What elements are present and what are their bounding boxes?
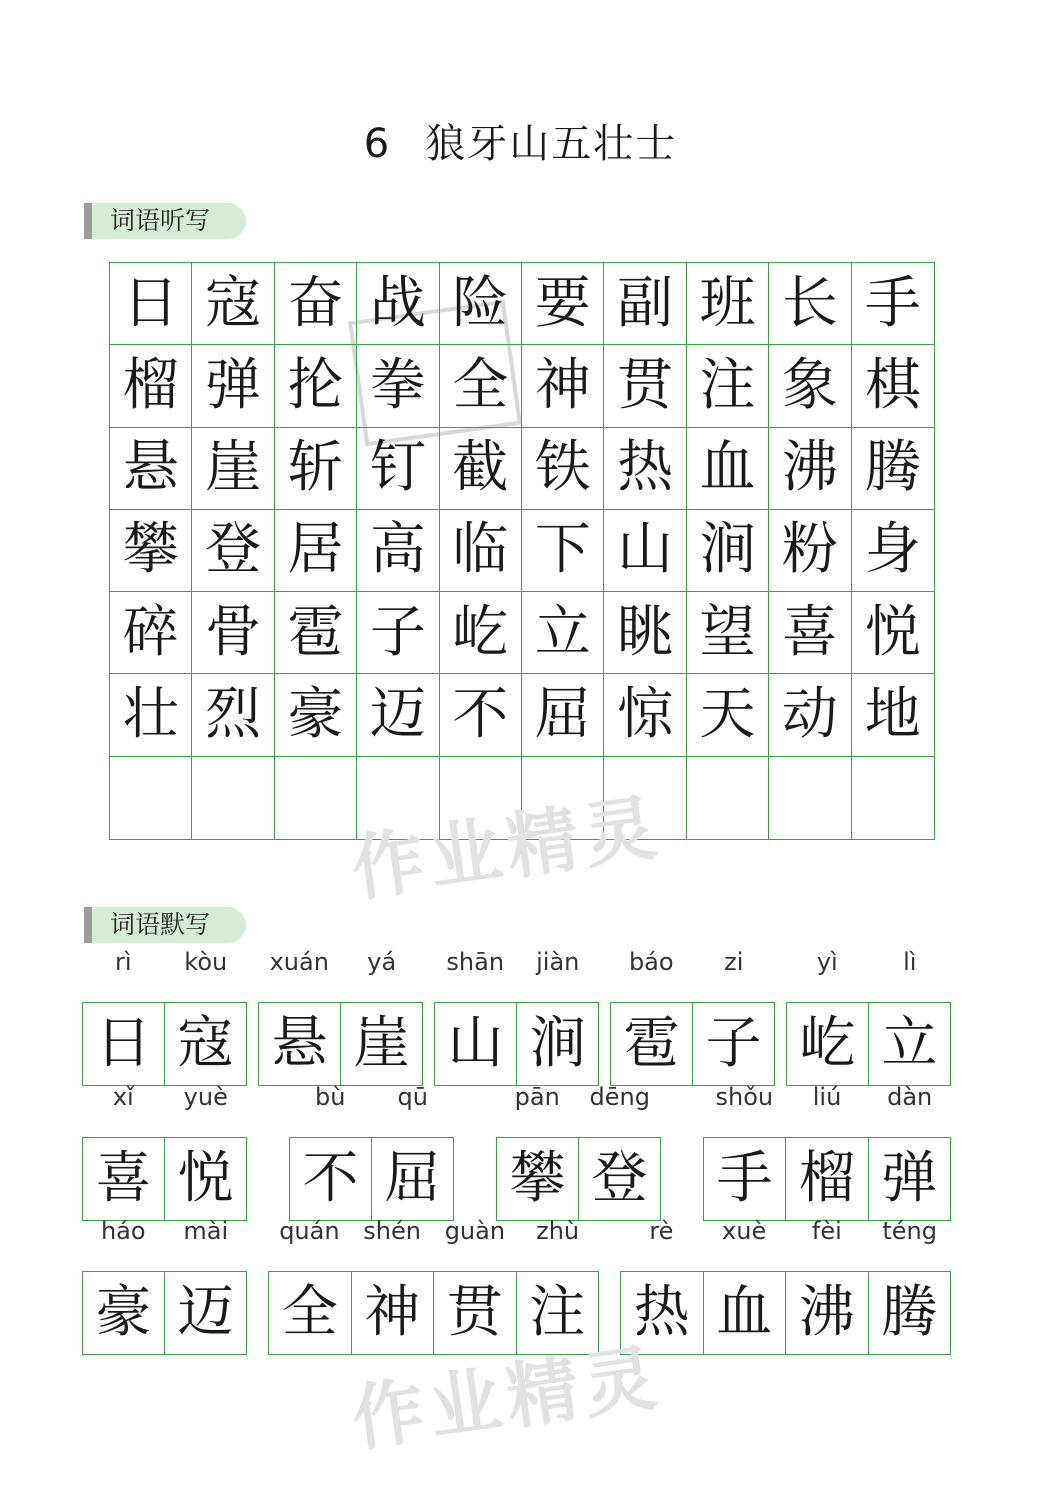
grid-cell: 喜: [769, 592, 851, 674]
char-box: 注: [529, 1280, 586, 1345]
pinyin-syllable: fèi: [811, 1217, 842, 1245]
pinyin-syllable: quán: [279, 1217, 340, 1245]
recall-word: [289, 1083, 454, 1221]
grid-cell: 子: [357, 592, 439, 674]
char-boxes: [610, 1002, 775, 1086]
char-box: 迈: [177, 1280, 234, 1345]
recall-word: [620, 1217, 951, 1355]
grid-cell: 抡: [275, 345, 357, 427]
pinyin-row: [620, 1217, 951, 1247]
char-boxes: [434, 1002, 599, 1086]
pinyin-row: [82, 1217, 247, 1247]
grid-cell: 不: [440, 674, 522, 756]
recall-word: [82, 948, 247, 1086]
char-box: 不: [290, 1138, 372, 1220]
pinyin-syllable: yuè: [183, 1083, 228, 1111]
char-box: 榴: [786, 1138, 868, 1220]
grid-cell: 截: [440, 428, 522, 510]
pinyin-row: [496, 1083, 661, 1113]
grid-cell: 动: [769, 674, 851, 756]
grid-cell: 手: [852, 263, 934, 345]
watermark-text: 作业精灵: [346, 784, 668, 912]
char-box: 寇: [177, 1011, 234, 1076]
char-box: 沸: [786, 1272, 869, 1354]
pinyin-syllable: shǒu: [715, 1083, 774, 1111]
char-box: 手: [704, 1138, 786, 1220]
grid-cell: 拳: [357, 345, 439, 427]
grid-cell: 居: [275, 510, 357, 592]
char-boxes: [258, 1002, 423, 1086]
grid-cell: [769, 757, 851, 839]
char-boxes: [703, 1137, 951, 1221]
dictation-grid: [109, 262, 935, 840]
grid-cell: 惊: [604, 674, 686, 756]
watermark-text-2: 作业精灵: [346, 1334, 668, 1462]
grid-cell: 长: [769, 263, 851, 345]
grid-cell: 战: [357, 263, 439, 345]
pinyin-row: [610, 948, 775, 978]
grid-cell: 神: [522, 345, 604, 427]
char-box: 雹: [611, 1003, 693, 1085]
grid-cell: 奋: [275, 263, 357, 345]
char-box: 神: [352, 1272, 435, 1354]
grid-cell: 棋: [852, 345, 934, 427]
grid-cell: 崖: [192, 428, 274, 510]
pinyin-syllable: rè: [649, 1217, 674, 1245]
grid-cell: 弹: [192, 345, 274, 427]
page-title: [0, 112, 1041, 169]
recall-word: [434, 948, 599, 1086]
pinyin-row: [434, 948, 599, 978]
pinyin-syllable: lì: [903, 948, 917, 976]
grid-cell: 高: [357, 510, 439, 592]
pinyin-syllable: zhù: [536, 1217, 580, 1245]
recall-word: [82, 1217, 247, 1355]
char-box: 血: [704, 1272, 787, 1354]
pinyin-syllable: xuán: [269, 948, 329, 976]
grid-cell: 眺: [604, 592, 686, 674]
grid-cell: 壮: [110, 674, 192, 756]
pinyin-row: [82, 1083, 247, 1113]
grid-cell: 屹: [440, 592, 522, 674]
grid-cell: 粉: [769, 510, 851, 592]
pinyin-row: [786, 948, 951, 978]
grid-cell: 屈: [522, 674, 604, 756]
grid-cell: 山: [604, 510, 686, 592]
grid-cell: 钉: [357, 428, 439, 510]
grid-cell: 天: [687, 674, 769, 756]
pinyin-row: [82, 948, 247, 978]
recall-word: [786, 948, 951, 1086]
grid-cell: 攀: [110, 510, 192, 592]
pinyin-syllable: háo: [100, 1217, 146, 1245]
grid-cell: 烈: [192, 674, 274, 756]
char-box: 悦: [177, 1146, 234, 1211]
char-box: 攀: [497, 1138, 579, 1220]
grid-cell: 立: [522, 592, 604, 674]
grid-cell: 日: [110, 263, 192, 345]
grid-cell: 涧: [687, 510, 769, 592]
char-box: 立: [881, 1011, 938, 1076]
grid-cell: 身: [852, 510, 934, 592]
grid-cell: 热: [604, 428, 686, 510]
recall-word: [703, 1083, 951, 1221]
char-boxes: [496, 1137, 661, 1221]
grid-cell: 全: [440, 345, 522, 427]
char-box: 屈: [384, 1146, 441, 1211]
grid-cell: 望: [687, 592, 769, 674]
char-box: 屹: [787, 1003, 869, 1085]
char-box: 豪: [83, 1272, 165, 1354]
lesson-number: 6: [363, 121, 392, 167]
grid-cell: [192, 757, 274, 839]
pinyin-syllable: xǐ: [112, 1083, 134, 1111]
grid-cell: [852, 757, 934, 839]
section-label-recall: 词语默写: [84, 907, 246, 943]
char-boxes: [289, 1137, 454, 1221]
grid-cell: 登: [192, 510, 274, 592]
pinyin-syllable: qū: [397, 1083, 428, 1111]
grid-cell: 悬: [110, 428, 192, 510]
grid-cell: 险: [440, 263, 522, 345]
char-box: 全: [269, 1272, 352, 1354]
recall-word: [610, 948, 775, 1086]
grid-cell: 临: [440, 510, 522, 592]
char-boxes: [82, 1002, 247, 1086]
char-box: 登: [591, 1146, 648, 1211]
grid-cell: 豪: [275, 674, 357, 756]
grid-cell: 沸: [769, 428, 851, 510]
grid-cell: 寇: [192, 263, 274, 345]
char-box: 悬: [259, 1003, 341, 1085]
grid-cell: 贯: [604, 345, 686, 427]
char-boxes: [82, 1137, 247, 1221]
pinyin-syllable: shān: [446, 948, 505, 976]
grid-cell: [687, 757, 769, 839]
pinyin-row: [268, 1217, 599, 1247]
grid-cell: 碎: [110, 592, 192, 674]
grid-cell: 副: [604, 263, 686, 345]
char-box: 日: [83, 1003, 165, 1085]
pinyin-syllable: zi: [724, 948, 744, 976]
grid-cell: 雹: [275, 592, 357, 674]
pinyin-syllable: liú: [812, 1083, 842, 1111]
grid-cell: 铁: [522, 428, 604, 510]
pinyin-syllable: yá: [367, 948, 397, 976]
recall-word: [258, 948, 423, 1086]
lesson-title: 狼牙山五壮士: [425, 121, 678, 167]
grid-cell: 地: [852, 674, 934, 756]
char-box: 崖: [353, 1011, 410, 1076]
section-label-dictation: 词语听写: [84, 203, 246, 239]
char-box: 腾: [881, 1280, 938, 1345]
pinyin-syllable: bù: [315, 1083, 346, 1111]
pinyin-syllable: mài: [183, 1217, 229, 1245]
pinyin-row: [703, 1083, 951, 1113]
grid-cell: 悦: [852, 592, 934, 674]
char-box: 热: [621, 1272, 704, 1354]
pinyin-syllable: guàn: [444, 1217, 506, 1245]
pinyin-syllable: báo: [628, 948, 674, 976]
grid-cell: [275, 757, 357, 839]
grid-cell: 注: [687, 345, 769, 427]
grid-cell: [110, 757, 192, 839]
pinyin-syllable: xuè: [722, 1217, 767, 1245]
grid-cell: 血: [687, 428, 769, 510]
pinyin-syllable: téng: [882, 1217, 937, 1245]
grid-cell: 象: [769, 345, 851, 427]
char-boxes: [620, 1271, 951, 1355]
char-boxes: [786, 1002, 951, 1086]
pinyin-syllable: pān: [514, 1083, 560, 1111]
pinyin-syllable: rì: [114, 948, 132, 976]
char-box: 子: [705, 1011, 762, 1076]
pinyin-row: [289, 1083, 454, 1113]
char-box: 弹: [881, 1146, 938, 1211]
char-box: 喜: [83, 1138, 165, 1220]
recall-word: [82, 1083, 247, 1221]
grid-cell: 迈: [357, 674, 439, 756]
pinyin-syllable: kòu: [184, 948, 228, 976]
grid-cell: 下: [522, 510, 604, 592]
recall-word: [496, 1083, 661, 1221]
grid-cell: 斩: [275, 428, 357, 510]
grid-cell: 班: [687, 263, 769, 345]
grid-cell: 榴: [110, 345, 192, 427]
char-boxes: [82, 1271, 247, 1355]
pinyin-row: [258, 948, 423, 978]
char-box: 贯: [434, 1272, 517, 1354]
char-box: 山: [435, 1003, 517, 1085]
pinyin-syllable: yì: [816, 948, 838, 976]
grid-cell: 腾: [852, 428, 934, 510]
pinyin-syllable: dàn: [887, 1083, 933, 1111]
char-box: 涧: [529, 1011, 586, 1076]
grid-cell: 骨: [192, 592, 274, 674]
grid-cell: 要: [522, 263, 604, 345]
pinyin-syllable: shén: [363, 1217, 421, 1245]
pinyin-syllable: dēng: [589, 1083, 650, 1111]
pinyin-syllable: jiàn: [536, 948, 580, 976]
